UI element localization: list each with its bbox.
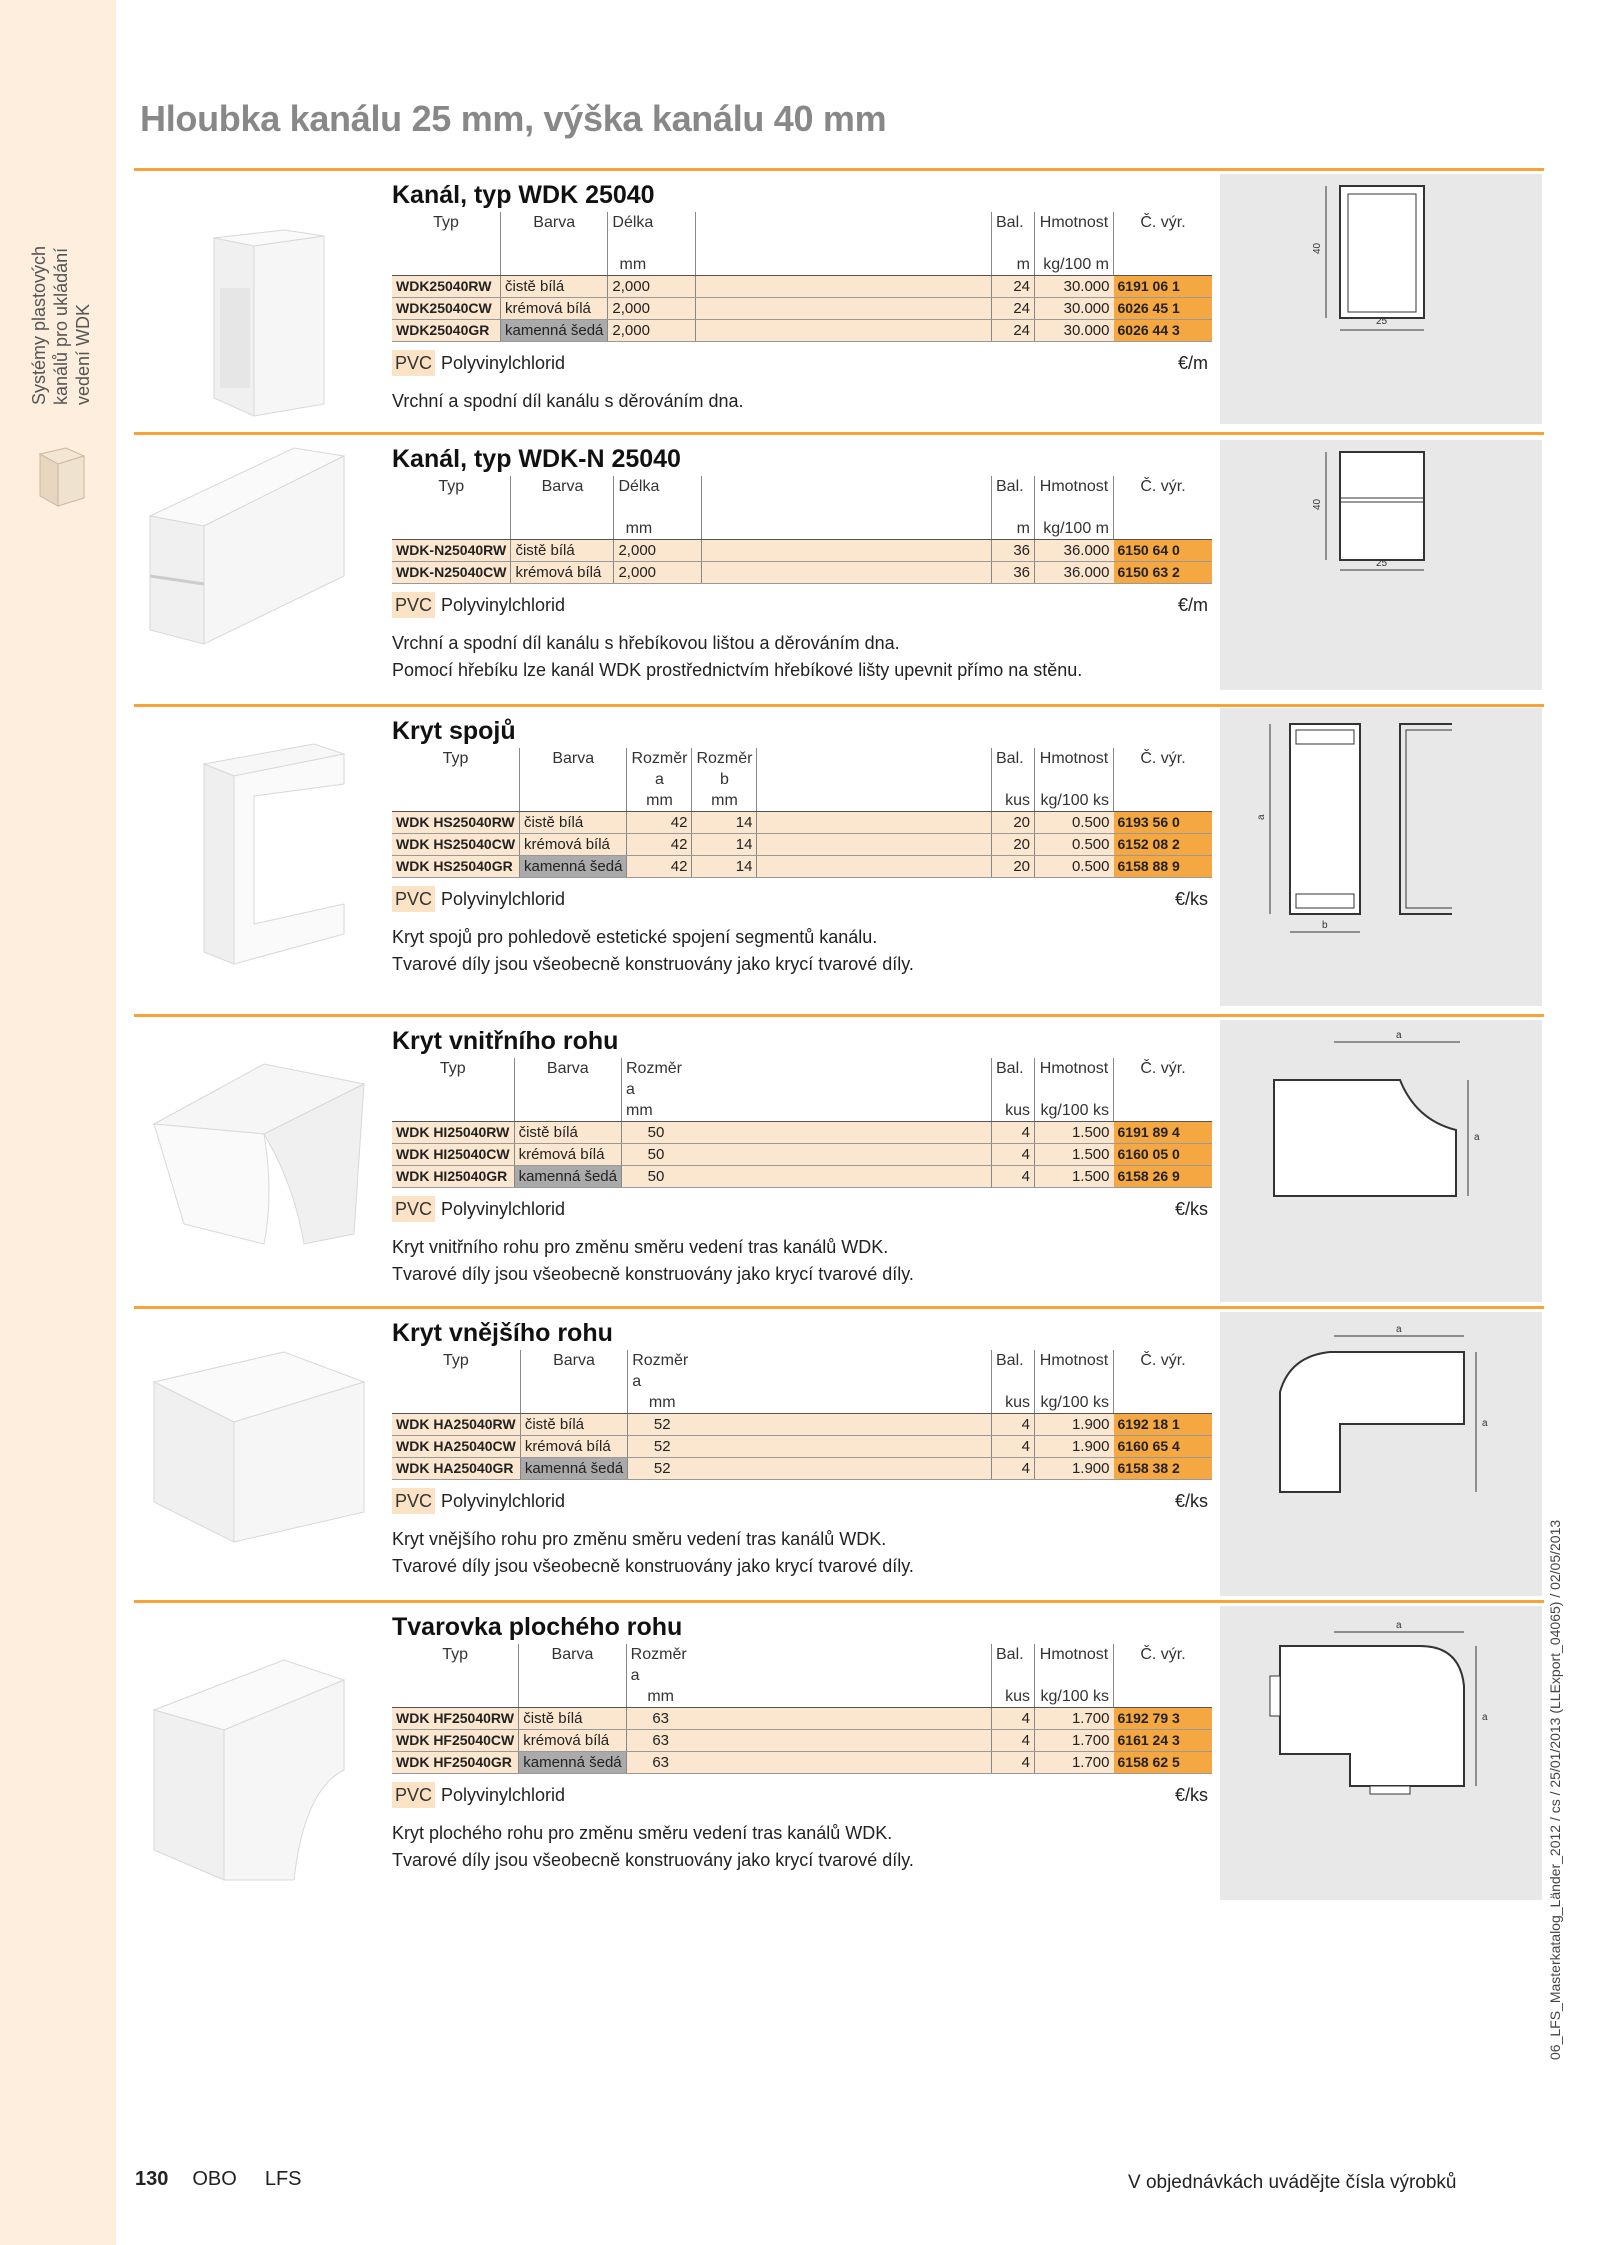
pvc-badge: PVC xyxy=(392,1488,435,1514)
section-content xyxy=(392,1610,1212,1874)
outer-corner-photo xyxy=(144,1342,384,1552)
technical-drawing xyxy=(1220,440,1542,690)
description: Kryt plochého rohu pro změnu směru vedení tras kanálů WDK. Tvarové díly jsou všeobecně konstruovány jako krycí tvarové díly. xyxy=(392,1823,914,1870)
section-content xyxy=(392,442,1212,684)
article-number: 6192 18 1 xyxy=(1114,1414,1213,1436)
section-kryt-vnitrniho-rohu xyxy=(134,1014,1544,1302)
section-divider xyxy=(134,1014,1544,1017)
section-kryt-vnejsiho-rohu xyxy=(134,1306,1544,1596)
price-unit: €/ks xyxy=(1174,1785,1208,1805)
joint-cover-drawing xyxy=(1220,708,1542,1006)
table-row: WDK-N25040CW krémová bílá 2,000 36 36.000 6150 63 2 xyxy=(392,562,1212,584)
technical-drawing xyxy=(1220,174,1542,424)
flat-corner-photo xyxy=(144,1650,384,1890)
cross-section-drawing xyxy=(1220,174,1542,424)
section-title: Kryt vnitřního rohu xyxy=(392,1027,619,1055)
section-divider xyxy=(134,704,1544,707)
section-title: Tvarovka plochého rohu xyxy=(392,1613,683,1641)
table-row: WDK-N25040RW čistě bílá 2,000 36 36.000 6150 64 0 xyxy=(392,540,1212,562)
article-number: 6158 62 5 xyxy=(1114,1752,1213,1774)
section-content xyxy=(392,178,1212,415)
pvc-badge: PVC xyxy=(392,1196,435,1222)
table-row: WDK HF25040RW čistě bílá 63 4 1.700 6192 79 3 xyxy=(392,1708,1212,1730)
joint-cover-photo xyxy=(144,724,384,994)
dim-height: 40 xyxy=(1312,242,1323,254)
svg-text:40: 40 xyxy=(1312,498,1323,510)
pvc-badge: PVC xyxy=(392,886,435,912)
section-title: Kanál, typ WDK 25040 xyxy=(392,181,655,209)
description: Vrchní a spodní díl kanálu s hřebíkovou lištou a děrováním dna. Pomocí hřebíku lze kanál WDK prostřednictvím hřebíkové lišty upevnit přímo na stěnu. xyxy=(392,633,1083,680)
product-table: Typ Barva Rozměr Rozměr Bal. Hmotnost Č. výr. a b mm mm kus kg/100 ks WDK HS25040RW čistě bílá 42 14 20 0.500 6193 56 0 WDK HS25040CW krémová bílá 42 14 20 0.500 6152 08 2 WDK HS25040GR kamenná šedá 42 14 20 0.500 6158 88 9 xyxy=(392,748,1212,878)
description: Vrchní a spodní díl kanálu s děrováním dna. xyxy=(392,391,744,411)
svg-text:a: a xyxy=(1396,1030,1402,1041)
channel-photo xyxy=(144,446,384,646)
col-dim2-sub xyxy=(657,233,696,254)
channel-photo xyxy=(144,228,384,418)
pvc-badge: PVC xyxy=(392,1782,435,1808)
brand-label: OBO xyxy=(192,2168,237,2190)
article-number: 6160 05 0 xyxy=(1114,1144,1213,1166)
technical-drawing xyxy=(1220,1312,1542,1596)
table-row: WDK HS25040RW čistě bílá 42 14 20 0.500 6193 56 0 xyxy=(392,812,1212,834)
unit-bal: m xyxy=(992,254,1035,276)
description: Kryt spojů pro pohledově estetické spojení segmentů kanálu. Tvarové díly jsou všeobecně konstruovány jako krycí tvarové díly. xyxy=(392,927,914,974)
pvc-badge: PVC xyxy=(392,592,435,618)
section-content xyxy=(392,714,1212,978)
section-wdk-n-25040 xyxy=(134,432,1544,698)
material-row: PVC Polyvinylchlorid €/m xyxy=(392,592,1212,624)
col-cv: Č. výr. xyxy=(1114,212,1213,233)
section-divider xyxy=(134,168,1544,171)
footer-note: V objednávkách uvádějte čísla výrobků xyxy=(1128,2172,1457,2193)
svg-text:a: a xyxy=(1482,1712,1488,1723)
product-table: Typ Barva Rozměr Bal. Hmotnost Č. výr. a mm kus kg/100 ks WDK HF25040RW čistě bílá 63 4 1.700 6192 79 3 WDK HF25040CW krémová bílá 63 4 1.700 6161 24 3 WDK HF25040GR kamenná šedá 63 4 1.700 6158 62 5 xyxy=(392,1644,1212,1774)
table-row: WDK25040RW čistě bílá 2,000 24 30.000 6191 06 1 xyxy=(392,276,1212,298)
series-label: LFS xyxy=(264,2168,302,2190)
page-number: 130 xyxy=(135,2168,169,2190)
article-number: 6192 79 3 xyxy=(1114,1708,1213,1730)
section-wdk-25040 xyxy=(134,168,1544,426)
article-number: 6158 88 9 xyxy=(1114,856,1213,878)
article-number: 6161 24 3 xyxy=(1114,1730,1213,1752)
col-hm: Hmotnost xyxy=(1035,212,1114,233)
article-number: 6158 38 2 xyxy=(1114,1458,1213,1480)
article-number: 6191 06 1 xyxy=(1114,276,1213,298)
col-barva: Barva xyxy=(501,212,608,233)
material-row xyxy=(392,350,1212,382)
svg-text:a: a xyxy=(1474,1132,1480,1143)
product-table: Typ Barva Rozměr Bal. Hmotnost Č. výr. a mm kus kg/100 ks WDK HA25040RW čistě bílá 52 4 1.900 6192 18 1 WDK HA25040CW krémová bílá 52 4 1.900 6160 65 4 WDK HA25040GR kamenná šedá 52 4 1.900 6158 38 2 xyxy=(392,1350,1212,1480)
table-row: WDK25040GR kamenná šedá 2,000 24 30.000 6026 44 3 xyxy=(392,320,1212,342)
outer-corner-drawing xyxy=(1220,1312,1542,1596)
flat-corner-drawing xyxy=(1220,1606,1542,1900)
article-number: 6152 08 2 xyxy=(1114,834,1213,856)
dim-width: 25 xyxy=(1376,316,1388,327)
article-number: 6026 44 3 xyxy=(1114,320,1213,342)
table-row: WDK25040CW krémová bílá 2,000 24 30.000 6026 45 1 xyxy=(392,298,1212,320)
section-divider xyxy=(134,1600,1544,1603)
product-table: Typ Barva Rozměr Bal. Hmotnost Č. výr. a mm kus kg/100 ks WDK HI25040RW čistě bílá 50 4 1.500 6191 89 4 WDK HI25040CW krémová bílá 50 4 1.500 6160 05 0 WDK HI25040GR kamenná šedá 50 4 1.500 6158 26 9 xyxy=(392,1058,1212,1188)
page-title: Hloubka kanálu 25 mm, výška kanálu 40 mm xyxy=(140,98,887,139)
inner-corner-photo xyxy=(144,1044,384,1254)
price-unit: €/ks xyxy=(1174,889,1208,909)
table-row: WDK HS25040CW krémová bílá 42 14 20 0.500 6152 08 2 xyxy=(392,834,1212,856)
section-content xyxy=(392,1316,1212,1580)
svg-text:b: b xyxy=(1322,920,1328,931)
article-number: 6158 26 9 xyxy=(1114,1166,1213,1188)
price-unit: €/m xyxy=(1177,595,1208,615)
col-dim1-sub xyxy=(608,233,657,254)
col-dim2 xyxy=(657,212,696,233)
table-row: WDK HI25040CW krémová bílá 50 4 1.500 6160 05 0 xyxy=(392,1144,1212,1166)
svg-text:25: 25 xyxy=(1376,558,1388,569)
section-divider xyxy=(134,432,1544,435)
price-unit: €/ks xyxy=(1174,1199,1208,1219)
section-kryt-spoju xyxy=(134,704,1544,1010)
table-row: WDK HA25040RW čistě bílá 52 4 1.900 6192 18 1 xyxy=(392,1414,1212,1436)
section-tvarovka-plocheho-rohu xyxy=(134,1600,1544,1900)
section-title: Kryt vnějšího rohu xyxy=(392,1319,613,1347)
technical-drawing xyxy=(1220,1606,1542,1900)
unit-hm: kg/100 m xyxy=(1035,254,1114,276)
table-row: WDK HI25040GR kamenná šedá 50 4 1.500 6158 26 9 xyxy=(392,1166,1212,1188)
col-dim1: Délka xyxy=(608,212,657,233)
table-row: WDK HA25040CW krémová bílá 52 4 1.900 6160 65 4 xyxy=(392,1436,1212,1458)
table-row: WDK HF25040GR kamenná šedá 63 4 1.700 6158 62 5 xyxy=(392,1752,1212,1774)
unit-dim2 xyxy=(657,254,696,276)
svg-text:a: a xyxy=(1396,1620,1402,1631)
article-number: 6150 63 2 xyxy=(1114,562,1213,584)
svg-text:a: a xyxy=(1482,1418,1488,1429)
product-table: Typ Barva Délka Bal. Hmotnost Č. výr. mm m kg/100 m WDK-N25040RW čistě bílá 2,000 36 36.000 6150 64 0 WDK-N25040CW krémová bílá 2,000 36 36.000 6150 63 2 xyxy=(392,476,1212,584)
section-divider xyxy=(134,1306,1544,1309)
col-typ: Typ xyxy=(433,214,459,231)
side-label: Systémy plastových kanálů pro ukládání vedení WDK xyxy=(29,245,93,405)
article-number: 6026 45 1 xyxy=(1114,298,1213,320)
product-table xyxy=(392,212,1212,342)
material-row: PVC Polyvinylchlorid €/ks xyxy=(392,1488,1212,1520)
table-row: WDK HA25040GR kamenná šedá 52 4 1.900 6158 38 2 xyxy=(392,1458,1212,1480)
article-number: 6193 56 0 xyxy=(1114,812,1213,834)
article-number: 6160 65 4 xyxy=(1114,1436,1213,1458)
material-row: PVC Polyvinylchlorid €/ks xyxy=(392,1196,1212,1228)
section-content xyxy=(392,1024,1212,1288)
catalog-reference: 06_LFS_Masterkatalog_Länder_2012 / cs / 25/01/2013 (LLExport_04065) / 02/05/2013 xyxy=(1547,1519,1563,2060)
material-row: PVC Polyvinylchlorid €/ks xyxy=(392,1782,1212,1814)
svg-text:a: a xyxy=(1256,814,1267,820)
price-unit: €/m xyxy=(1177,353,1208,373)
col-bal: Bal. xyxy=(992,212,1035,233)
table-row: WDK HF25040CW krémová bílá 63 4 1.700 6161 24 3 xyxy=(392,1730,1212,1752)
section-title: Kryt spojů xyxy=(392,717,516,745)
description: Kryt vnějšího rohu pro změnu směru vedení tras kanálů WDK. Tvarové díly jsou všeobecně konstruovány jako krycí tvarové díly. xyxy=(392,1529,914,1576)
table-row: WDK HI25040RW čistě bílá 50 4 1.500 6191 89 4 xyxy=(392,1122,1212,1144)
section-title: Kanál, typ WDK-N 25040 xyxy=(392,445,681,473)
inner-corner-drawing xyxy=(1220,1020,1542,1302)
unit-dim1: mm xyxy=(608,254,657,276)
footer-left xyxy=(135,2168,330,2191)
price-unit: €/ks xyxy=(1174,1491,1208,1511)
material-label: Polyvinylchlorid xyxy=(441,353,566,373)
svg-text:a: a xyxy=(1396,1324,1402,1335)
table-row: WDK HS25040GR kamenná šedá 42 14 20 0.500 6158 88 9 xyxy=(392,856,1212,878)
channel-thumbnail-icon xyxy=(36,446,88,508)
pvc-badge: PVC xyxy=(392,350,435,376)
technical-drawing xyxy=(1220,708,1542,1006)
description: Kryt vnitřního rohu pro změnu směru vedení tras kanálů WDK. Tvarové díly jsou všeobecně konstruovány jako krycí tvarové díly. xyxy=(392,1237,914,1284)
material-row: PVC Polyvinylchlorid €/ks xyxy=(392,886,1212,918)
article-number: 6191 89 4 xyxy=(1114,1122,1213,1144)
cross-section-drawing xyxy=(1220,440,1542,690)
technical-drawing xyxy=(1220,1020,1542,1302)
article-number: 6150 64 0 xyxy=(1114,540,1213,562)
